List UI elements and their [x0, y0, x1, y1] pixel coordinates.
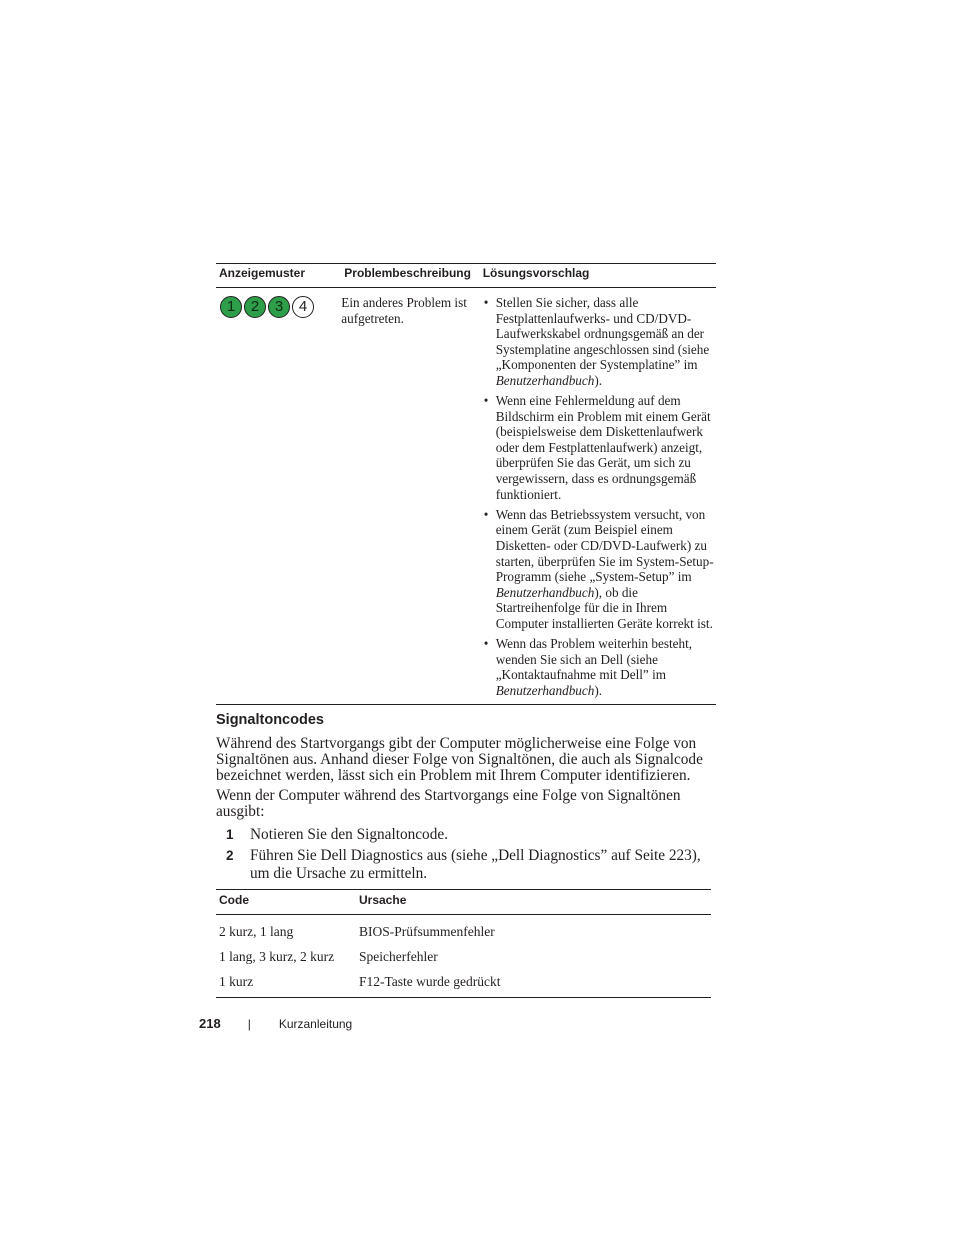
instruction-paragraph: Wenn der Computer während des Startvorgangs eine Folge von Signaltönen ausgibt:	[216, 787, 681, 820]
header-anzeigemuster: Anzeigemuster	[216, 264, 341, 288]
solution-cell	[480, 288, 716, 705]
table-row	[216, 288, 716, 705]
step-number: 2	[226, 848, 234, 863]
header-loesungsvorschlag: Lösungsvorschlag	[480, 264, 716, 288]
page-footer	[199, 1016, 352, 1031]
problem-description: Ein anderes Problem ist aufgetreten.	[341, 288, 479, 705]
footer-separator: |	[247, 1016, 251, 1031]
footer-title: Kurzanleitung	[278, 1016, 353, 1031]
cause-cell: BIOS-Prüfsummenfehler	[359, 923, 495, 939]
header-code: Code	[216, 890, 356, 915]
light-pattern-cell	[216, 288, 341, 705]
step-1	[226, 826, 716, 844]
table-row	[216, 915, 711, 945]
list-item: • Wenn eine Fehlermeldung auf dem Bildschirm ein Problem mit einem Gerät (beispielsweise dem Diskettenlaufwerk oder dem Festplattenlaufwerk) anzeigt, überprüfen Sie das Gerät, um sich zu vergewissern, dass es ordnungsgemäß funktioniert.	[480, 393, 716, 502]
diagnostic-table-header	[216, 264, 716, 288]
table-row	[216, 969, 711, 998]
diagnostic-light-3-icon: 3	[268, 296, 290, 318]
step-2	[226, 847, 716, 882]
cause-cell: Speicherfehler	[359, 948, 438, 964]
list-item: • Wenn das Betriebssystem versucht, von einem Gerät (zum Beispiel einem Disketten- oder CD/DVD-Laufwerk) zu starten, überprüfen Sie im System-Setup-Programm (siehe „System-Setup” im Benutzerhandbuch), ob die Startreihenfolge für die in Ihrem Computer installierten Geräte korrekt ist.	[480, 507, 716, 632]
intro-paragraph: Während des Startvorgangs gibt der Computer möglicherweise eine Folge von Signaltönen aus. Anhand dieser Folge von Signaltönen, die auch als Signalcode bezeichnet werden, lässt sich ein Problem mit Ihrem Computer identifizieren.	[216, 735, 703, 784]
list-item: • Wenn das Problem weiterhin besteht, wenden Sie sich an Dell (siehe „Kontaktaufnahme mit Dell” im Benutzerhandbuch).	[480, 636, 716, 698]
code-table-header	[216, 890, 711, 915]
code-cell: 1 lang, 3 kurz, 2 kurz	[219, 948, 335, 964]
diagnostic-light-2-icon: 2	[244, 296, 266, 318]
diagnostic-lights	[216, 296, 341, 318]
header-problembeschreibung: Problembeschreibung	[341, 264, 479, 288]
beep-code-table	[216, 889, 711, 998]
page-number: 218	[199, 1016, 221, 1031]
list-item: • Stellen Sie sicher, dass alle Festplattenlaufwerks- und CD/DVD-Laufwerkskabel ordnungsgemäß an der Systemplatine angeschlossen sind (siehe „Komponenten der Systemplatine” im Benutzerhandbuch).	[480, 295, 716, 389]
diagnostic-light-1-icon: 1	[220, 296, 242, 318]
code-cell: 2 kurz, 1 lang	[219, 923, 294, 939]
cause-cell: F12-Taste wurde gedrückt	[356, 969, 711, 998]
step-text: Führen Sie Dell Diagnostics aus (siehe „Dell Diagnostics” auf Seite 223), um die Ursache zu ermitteln.	[250, 847, 701, 882]
section-heading: Signaltoncodes	[216, 712, 324, 728]
step-text: Notieren Sie den Signaltoncode.	[250, 826, 448, 843]
diagnostic-light-4-icon: 4	[292, 296, 314, 318]
table-row	[216, 944, 711, 969]
code-cell: 1 kurz	[216, 969, 356, 998]
step-number: 1	[226, 827, 234, 842]
diagnostic-table	[216, 263, 716, 705]
solution-list	[480, 295, 716, 698]
header-ursache: Ursache	[356, 890, 711, 915]
